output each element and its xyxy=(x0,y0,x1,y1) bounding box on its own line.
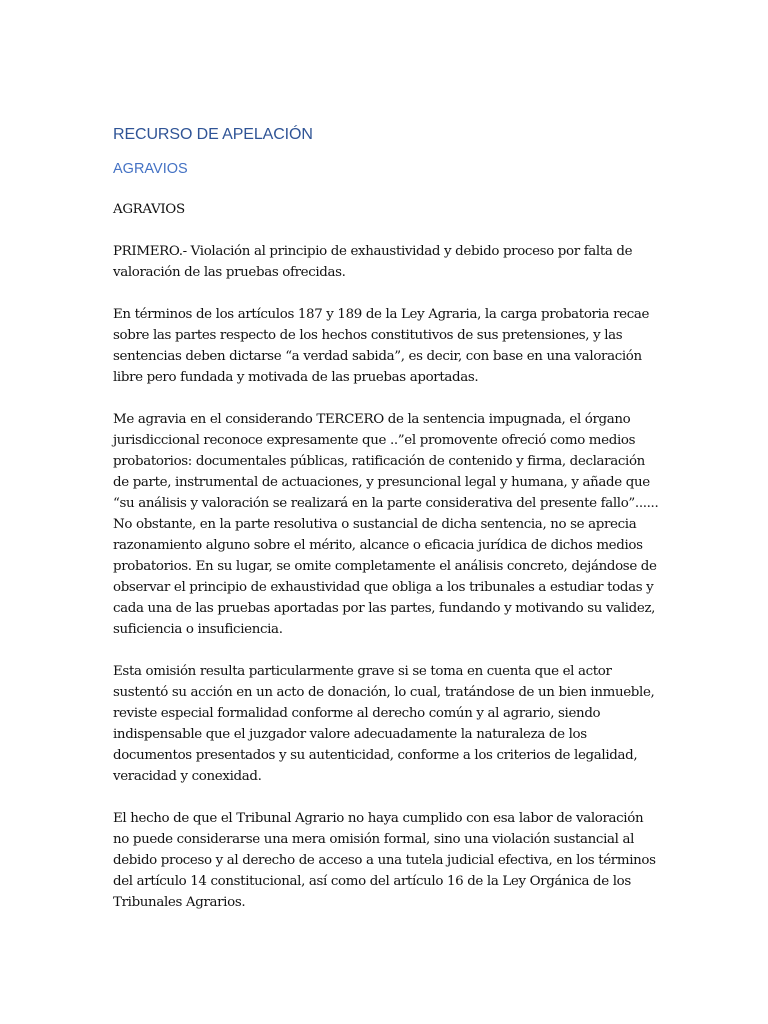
paragraph xyxy=(113,661,658,787)
paragraph-line: El hecho de que el Tribunal Agrario no haya cumplido con esa labor de valoración xyxy=(113,811,644,826)
paragraph-line: “su análisis y valoración se realizará en la parte considerativa del presente fallo”...... xyxy=(113,496,659,511)
paragraph-line: reviste especial formalidad conforme al derecho común y al agrario, siendo xyxy=(113,706,601,721)
paragraph-line: cada una de las pruebas aportadas por las partes, fundando y motivando su validez, xyxy=(113,601,656,616)
paragraph-line: de parte, instrumental de actuaciones, y presuncional legal y humana, y añade que xyxy=(113,475,650,490)
paragraph-list xyxy=(113,241,658,913)
section-label: AGRAVIOS xyxy=(113,202,185,217)
paragraph-line: del artículo 14 constitucional, así como del artículo 16 de la Ley Orgánica de los xyxy=(113,874,631,889)
paragraph-line: veracidad y conexidad. xyxy=(113,769,262,784)
paragraph-line: probatorios. En su lugar, se omite completamente el análisis concreto, dejándose de xyxy=(113,559,657,574)
document-title: RECURSO DE APELACIÓN xyxy=(113,126,313,143)
paragraph-line: No obstante, en la parte resolutiva o sustancial de dicha sentencia, no se aprecia xyxy=(113,517,637,532)
paragraph-line: valoración de las pruebas ofrecidas. xyxy=(113,265,346,280)
paragraph-line: libre pero fundada y motivada de las pruebas aportadas. xyxy=(113,370,479,385)
paragraph-line: sustentó su acción en un acto de donación, lo cual, tratándose de un bien inmueble, xyxy=(113,685,655,700)
paragraph xyxy=(113,241,658,283)
paragraph-line: jurisdiccional reconoce expresamente que ..”el promovente ofreció como medios xyxy=(113,433,636,448)
paragraph xyxy=(113,304,658,388)
document-page xyxy=(113,124,658,913)
paragraph xyxy=(113,808,658,913)
paragraph-line: suficiencia o insuficiencia. xyxy=(113,622,283,637)
paragraph-line: Me agravia en el considerando TERCERO de la sentencia impugnada, el órgano xyxy=(113,412,631,427)
paragraph-line: PRIMERO.- Violación al principio de exhaustividad y debido proceso por falta de xyxy=(113,244,633,259)
paragraph-line: probatorios: documentales públicas, ratificación de contenido y firma, declaración xyxy=(113,454,645,469)
paragraph-line: debido proceso y al derecho de acceso a una tutela judicial efectiva, en los términos xyxy=(113,853,656,868)
paragraph-line: En términos de los artículos 187 y 189 de la Ley Agraria, la carga probatoria recae xyxy=(113,307,650,322)
paragraph xyxy=(113,409,658,640)
paragraph-line: sentencias deben dictarse “a verdad sabida”, es decir, con base en una valoración xyxy=(113,349,642,364)
paragraph-line: observar el principio de exhaustividad que obliga a los tribunales a estudiar todas y xyxy=(113,580,654,595)
paragraph-line: Esta omisión resulta particularmente grave si se toma en cuenta que el actor xyxy=(113,664,612,679)
paragraph-line: no puede considerarse una mera omisión formal, sino una violación sustancial al xyxy=(113,832,635,847)
paragraph-line: indispensable que el juzgador valore adecuadamente la naturaleza de los xyxy=(113,727,587,742)
paragraph-line: documentos presentados y su autenticidad, conforme a los criterios de legalidad, xyxy=(113,748,638,763)
paragraph-line: Tribunales Agrarios. xyxy=(113,895,246,910)
paragraph-line: sobre las partes respecto de los hechos constitutivos de sus pretensiones, y las xyxy=(113,328,623,343)
paragraph-line: razonamiento alguno sobre el mérito, alcance o eficacia jurídica de dichos medios xyxy=(113,538,643,553)
document-subtitle: AGRAVIOS xyxy=(113,161,188,177)
